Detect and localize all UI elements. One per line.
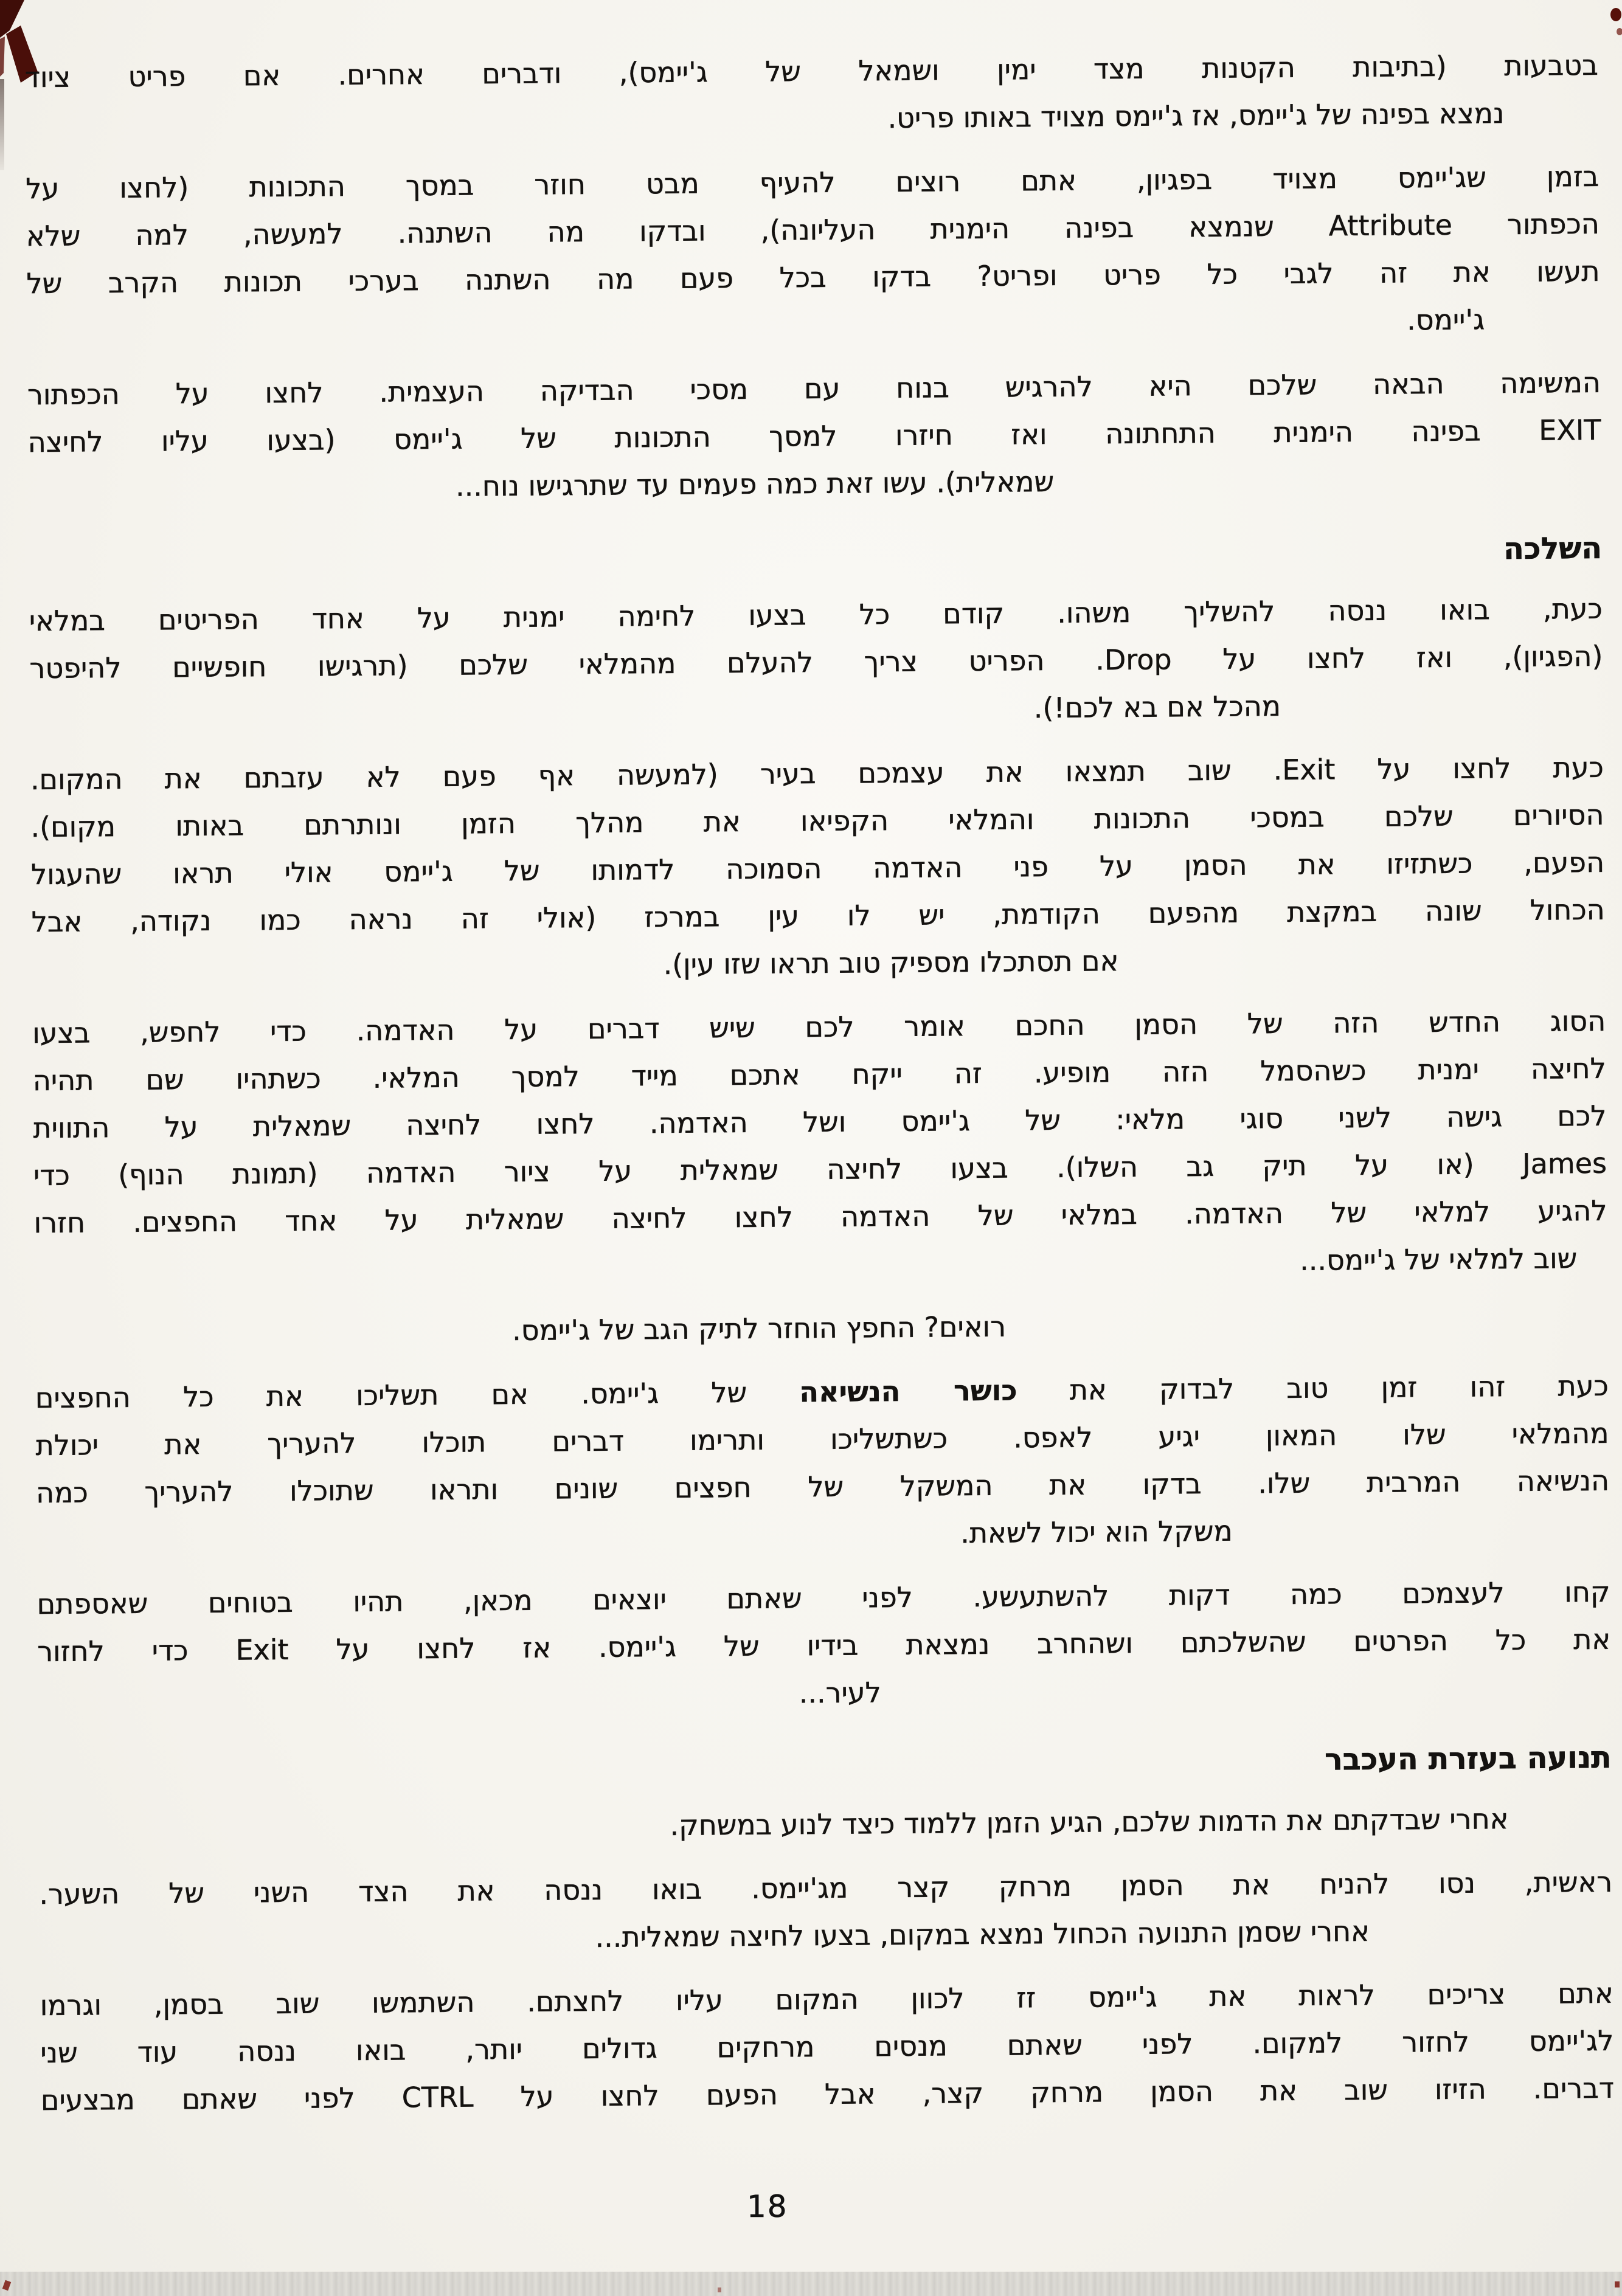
- text-run: אחרי שסמן התנועה הכחול נמצא במקום, בצעו לחיצה שמאלית...: [595, 1914, 1370, 1954]
- text-run: לעיר...: [799, 1676, 881, 1710]
- text-run: הנשיאה המרבית שלו. בדקו את המשקל של חפצים שונים ותראו שתוכלו להעריך כמה: [35, 1464, 1610, 1510]
- text-run: אתם צריכים לראות את ג'יימס זז לכוון המקום עליו לחצתם. השתמשו שוב בסמן, וגרמו: [40, 1976, 1613, 2022]
- page-text: [25, 41, 1615, 2140]
- text-run: מהכל אם בא לכם!).: [1033, 690, 1281, 725]
- text-run: אם תסתכלו מספיק טוב תראו שזו עין).: [663, 944, 1119, 981]
- paragraph: [40, 1969, 1614, 2124]
- scan-speck: [718, 2287, 721, 2292]
- paragraph: [35, 1362, 1610, 1564]
- scan-mark-top-right-icon: [1598, 5, 1622, 47]
- text-run: כעת זהו זמן טוב לבדוק את: [1017, 1369, 1609, 1407]
- section-heading: תנועה בעזרת העכבר: [1324, 1740, 1612, 1777]
- text-run: כעת, בואו ננסה להשליך משהו. קודם כל בצעו לחימה ימנית על אחד הפריטים במלאי: [29, 592, 1603, 638]
- paragraph: [27, 359, 1602, 513]
- scan-speck: [2, 2280, 12, 2291]
- paragraph: [35, 1298, 1609, 1358]
- text-run: מהמלאי שלו המאון יגיע לאפס. כשתשליכו ותרימו דברים תוכלו להעריך את יכולת: [35, 1416, 1609, 1462]
- text-run: אחרי שבדקתם את הדמות שלכם, הגיע הזמן ללמוד כיצד לנוע במשחק.: [670, 1802, 1509, 1842]
- page-number: 18: [747, 2189, 788, 2224]
- text-run: תעשו את זה לגבי כל פריט ופריט? בדקו בכל פעם מה השתנה בערכי תכונות הקרב של: [26, 254, 1600, 300]
- text-run: להגיע למלאי של האדמה. במלאי של האדמה לחצו לחיצה שמאלית על אחד החפצים. חזרו: [33, 1194, 1607, 1240]
- text-run: משקל הוא יכול לשאת.: [960, 1514, 1233, 1550]
- paragraph: [39, 1858, 1613, 1965]
- text-run: לחיצה ימנית כשהסמל הזה מופיע. זה ייקח אתכם מייד למסך המלאי. כשתהיו שם תהיה: [32, 1051, 1606, 1098]
- scan-noise-bottom: [0, 2272, 1622, 2296]
- text-run: בטבעות (בתיבות הקטנות מצד ימין ושמאל של ג'יימס), ודברים אחרים. אם פריט ציוד: [24, 48, 1599, 94]
- text-run: של ג'יימס. אם תשליכו את כל החפצים: [35, 1375, 800, 1415]
- text-run: כעת לחצו על Exit. שוב תמצאו את עצמכם בעיר (למעשה אף פעם לא עזבתם את המקום.: [30, 750, 1604, 797]
- paragraph: [30, 744, 1606, 993]
- text-run: לכם גישה לשני סוגי מלאי: של ג'יימס ושל האדמה. לחצו לחיצה שמאלית על התווית: [33, 1099, 1607, 1145]
- paragraph: [25, 41, 1599, 148]
- paragraph: [36, 1568, 1611, 1723]
- paragraph: [26, 153, 1600, 354]
- text-run: (הפגיון), ואז לחצו על Drop. הפריט צריך להעלם מהמלאי שלכם (תרגישו חופשיים להיפטר: [29, 639, 1603, 685]
- paragraph: [38, 1794, 1612, 1854]
- text-run: את כל הפרטים שהשלכתם ושהחרב נמצאת בידיו של ג'יימס. אז לחצו על Exit כדי לחזור: [36, 1622, 1611, 1668]
- text-line: [35, 1298, 1609, 1358]
- text-run: הכפתור Attribute שנמצא בפינה הימנית העליונה), ובדקו מה השתנה. למעשה, למה שלא: [26, 207, 1600, 253]
- text-line: [38, 1794, 1612, 1854]
- paragraph: [32, 997, 1608, 1294]
- text-run: הפעם, כשתזיזו את הסמן על פני האדמה הסמוכה לדמותו של ג'יימס אולי תראו שהעגול: [30, 845, 1605, 891]
- text-run: ג'יימס.: [1406, 303, 1485, 337]
- text-run: שמאלית). עשו זאת כמה פעמים עד שתרגישו נוח...: [455, 465, 1055, 503]
- scan-speck: [1615, 2281, 1620, 2287]
- paragraph: [29, 585, 1604, 739]
- text-run: נמצא בפינה של ג'יימס, אז ג'יימס מצויד באותו פריט.: [887, 97, 1505, 135]
- text-run: לג'יימס לחזור למקום. לפני שאתם מנסים מרחקים גדולים יותר, בואו ננסה עוד שני: [40, 2024, 1614, 2070]
- text-run: המשימה הבאה שלכם היא להרגיש בנוח עם מסכי הבדיקה העצמית. לחצו על הכפתור: [27, 365, 1601, 412]
- text-run: ראשית, נסו להניח את הסמן מרחק קצר מג'יימס. בואו ננסה את הצד השני של השער.: [39, 1865, 1613, 1911]
- text-run: רואים? החפץ הוחזר לתיק הגב של ג'יימס.: [511, 1310, 1007, 1347]
- text-run: בזמן שג'יימס מצויד בפגיון, אתם רוצים להעיף מבט חוזר במסך התכונות (לחצו על: [26, 159, 1599, 206]
- text-run: שוב למלאי של ג'יימס...: [1299, 1242, 1578, 1277]
- text-run: James (או על תיק גב השלו). בצעו לחיצה שמאלית על ציור האדמה (תמונת הנוף) כדי: [33, 1146, 1607, 1192]
- text-run: הסיורים שלכם במסכי התכונות והמלאי הקפיאו את מהלך הזמן ונותרתם באותו מקום).: [30, 798, 1604, 844]
- text-run: EXIT בפינה הימנית התחתונה ואז חיזרו למסך התכונות של ג'יימס (בצעו עליו לחיצה: [27, 413, 1601, 459]
- bold-term: כושר הנשיאה: [799, 1374, 1017, 1409]
- text-run: קחו לעצמכם כמה דקות להשתעשע. לפני שאתם יוצאים מכאן, תהיו בטוחים שאספתם: [36, 1575, 1610, 1621]
- text-run: הסוג החדש הזה של הסמן החכם אומר לכם שיש דברים על האדמה. כדי לחפש, בצעו: [32, 1004, 1606, 1050]
- text-run: דברים. הזיזו שוב את הסמן מרחק קצר, אבל הפעם לחצו על CTRL לפני שאתם מבצעים: [40, 2071, 1615, 2117]
- scan-streak-left: [0, 79, 4, 170]
- text-run: הכחול שונה במקצת מהפעם הקודמת, יש לו עין במרכז (אולי זה נראה כמו נקודה, אבל: [31, 893, 1605, 939]
- section-heading: השלכה: [1503, 530, 1603, 567]
